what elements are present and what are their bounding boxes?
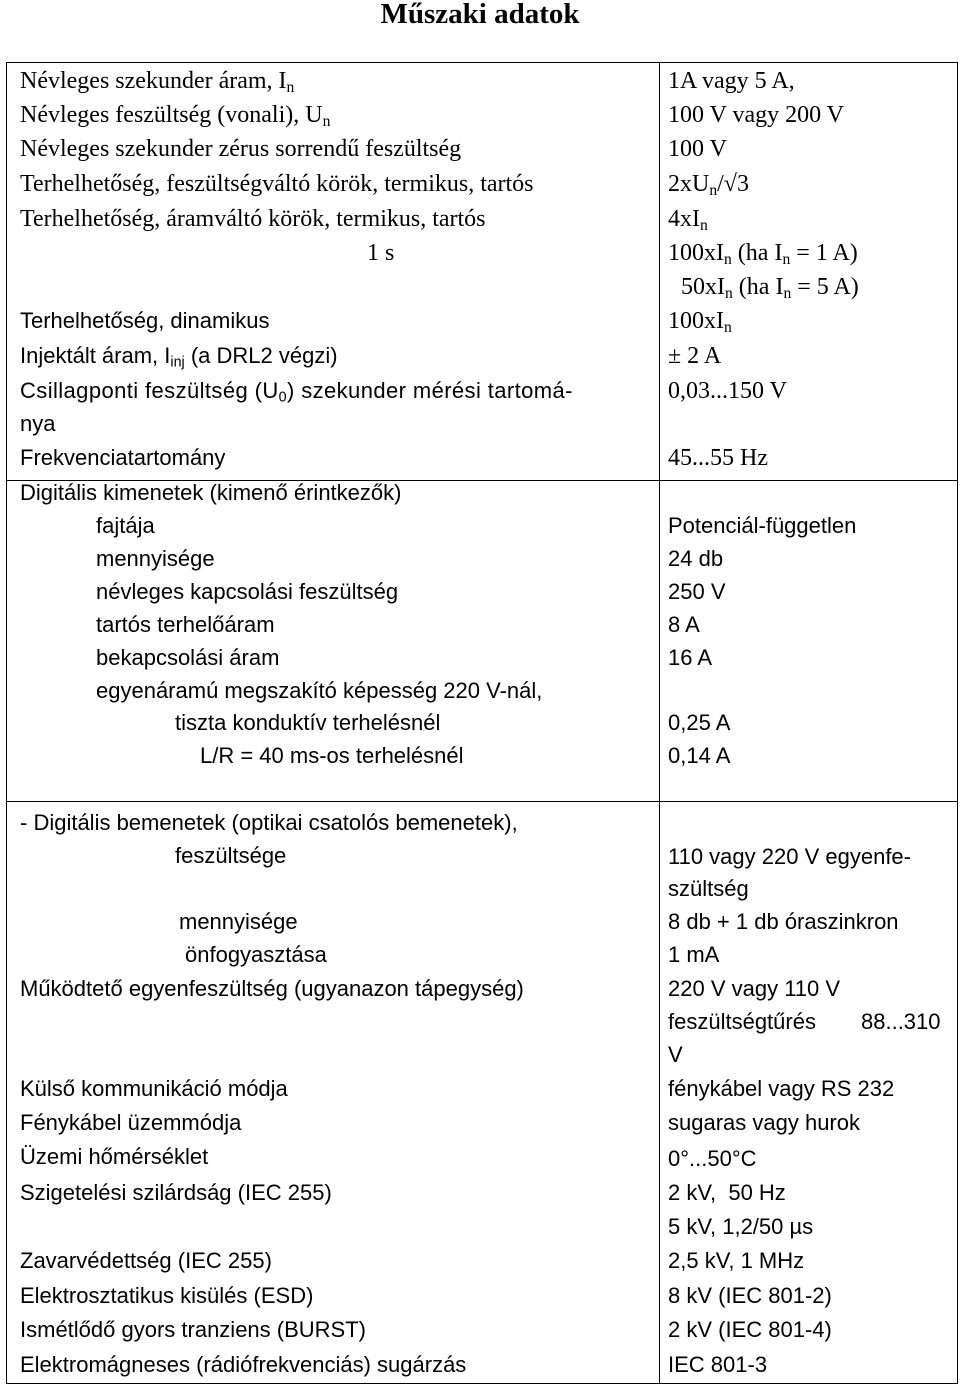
digital-inputs-count-label: mennyisége — [179, 909, 298, 934]
row-label-frequency-range: Frekvenciatartomány — [20, 445, 226, 470]
comm-mode-value: fénykábel vagy RS 232 — [668, 1076, 895, 1101]
digital-inputs-consumption-value: 1 mA — [668, 942, 720, 967]
digital-outputs-breaking-capacity-label: egyenáramú megszakító képesség 220 V-nál, — [96, 678, 543, 703]
page-title: Műszaki adatok — [380, 0, 580, 30]
row-value-frequency-range: 45...55 Hz — [668, 445, 768, 471]
digital-inputs-heading: - Digitális bemenetek (optikai csatolós bemenetek), — [20, 810, 518, 835]
spec-table — [6, 62, 958, 1384]
supply-tolerance-unit: V — [668, 1042, 683, 1067]
digital-outputs-heading: Digitális kimenetek (kimenő érintkezők) — [20, 480, 402, 505]
burst-value: 2 kV (IEC 801-4) — [668, 1317, 832, 1342]
burst-label: Ismétlődő gyors tranziens (BURST) — [20, 1317, 366, 1342]
row-value-dynamic-load: $100xI_n$ — [668, 308, 732, 336]
supply-tolerance-value: 88...310 — [861, 1009, 941, 1034]
comm-mode-label: Külső kommunikáció módja — [20, 1076, 288, 1101]
insulation-strength-value: 2 kV, 50 Hz — [668, 1180, 786, 1205]
operating-temperature-label: Üzemi hőmérséklet — [20, 1144, 209, 1169]
digital-outputs-resistive-load-value: 0,25 A — [668, 710, 731, 735]
digital-outputs-count-label: mennyisége — [96, 546, 215, 571]
row-label-ct-thermal-load: Terhelhetőség, áramváltó körök, termikus, tartós — [20, 206, 486, 232]
digital-outputs-inductive-load-label: L/R = 40 ms-os terhelésnél — [200, 743, 464, 768]
row-value-vt-thermal-load: $2xU_n/√3$ — [668, 171, 749, 199]
esd-value: 8 kV (IEC 801-2) — [668, 1283, 832, 1308]
row-label-neutral-voltage-cont: nya — [20, 411, 56, 436]
digital-inputs-voltage-value-cont: szültség — [668, 876, 749, 901]
insulation-strength-label: Szigetelési szilárdság (IEC 255) — [20, 1180, 332, 1205]
row-label-injected-current: Injektált áram, $I_{inj}$ (a DRL2 végzi) — [20, 343, 338, 371]
row-label-dynamic-load: Terhelhetőség, dinamikus — [20, 308, 270, 333]
row-label-ct-1s: 1 s — [367, 240, 395, 266]
row-value-injected-current: ± 2 A — [668, 343, 722, 369]
digital-outputs-type-label: fajtája — [96, 513, 155, 538]
row-value-secondary-current: 1A vagy 5 A, — [668, 68, 795, 94]
digital-outputs-inrush-current-value: 16 A — [668, 645, 713, 670]
digital-inputs-consumption-label: önfogyasztása — [185, 942, 327, 967]
row-label-zero-sequence-voltage: Névleges szekunder zérus sorrendű feszültség — [20, 136, 462, 162]
digital-outputs-rated-voltage-label: névleges kapcsolási feszültség — [96, 579, 399, 604]
column-divider — [659, 63, 660, 1383]
row-divider — [7, 801, 957, 802]
row-value-ct-1s-5a: $50xI_n$ (ha $I_n = 5$ A) — [681, 274, 859, 302]
digital-inputs-count-value: 8 db + 1 db óraszinkron — [668, 909, 899, 934]
supply-tolerance-label: feszültségtűrés — [668, 1009, 816, 1034]
interference-immunity-label: Zavarvédettség (IEC 255) — [20, 1248, 272, 1273]
interference-immunity-value: 2,5 kV, 1 MHz — [668, 1248, 805, 1273]
digital-outputs-count-value: 24 db — [668, 546, 724, 571]
rf-radiation-label: Elektromágneses (rádiófrekvenciás) sugárzás — [20, 1352, 467, 1377]
row-value-ct-1s-1a: $100xI_n$ (ha $I_n = 1$ A) — [668, 240, 858, 268]
insulation-strength-value-2: 5 kV, 1,2/50 µs — [668, 1214, 814, 1239]
row-value-ct-thermal-load: $4xI_n$ — [668, 206, 708, 234]
row-label-neutral-voltage: Csillagponti feszültség $(U_0)$ szekunder mérési tartomá- — [20, 378, 573, 406]
digital-inputs-voltage-value: 110 vagy 220 V egyenfe- — [668, 844, 911, 869]
row-value-zero-sequence-voltage: 100 V — [668, 136, 727, 162]
digital-outputs-type-value: Potenciál-független — [668, 513, 857, 538]
digital-outputs-resistive-load-label: tiszta konduktív terhelésnél — [175, 710, 441, 735]
operating-temperature-value: 0°...50°C — [668, 1146, 757, 1171]
row-label-vt-thermal-load: Terhelhetőség, feszültségváltó körök, termikus, tartós — [20, 171, 534, 197]
row-value-neutral-voltage: 0,03...150 V — [668, 378, 787, 404]
row-value-line-voltage: 100 V vagy 200 V — [668, 102, 845, 128]
supply-voltage-value: 220 V vagy 110 V — [668, 976, 841, 1001]
digital-outputs-continuous-current-value: 8 A — [668, 612, 700, 637]
fiber-mode-value: sugaras vagy hurok — [668, 1110, 860, 1135]
row-label-line-voltage: Névleges feszültség (vonali), $U_n$ — [20, 102, 331, 130]
row-label-secondary-current: Névleges szekunder áram, $I_n$ — [20, 68, 295, 96]
supply-voltage-label: Működtető egyenfeszültség (ugyanazon tápegység) — [20, 976, 524, 1001]
esd-label: Elektrosztatikus kisülés (ESD) — [20, 1283, 314, 1308]
digital-outputs-inductive-load-value: 0,14 A — [668, 743, 731, 768]
digital-outputs-inrush-current-label: bekapcsolási áram — [96, 645, 280, 670]
digital-outputs-rated-voltage-value: 250 V — [668, 579, 726, 604]
digital-inputs-voltage-label: feszültsége — [175, 843, 287, 868]
rf-radiation-value: IEC 801-3 — [668, 1352, 768, 1377]
fiber-mode-label: Fénykábel üzemmódja — [20, 1110, 242, 1135]
digital-outputs-continuous-current-label: tartós terhelőáram — [96, 612, 275, 637]
